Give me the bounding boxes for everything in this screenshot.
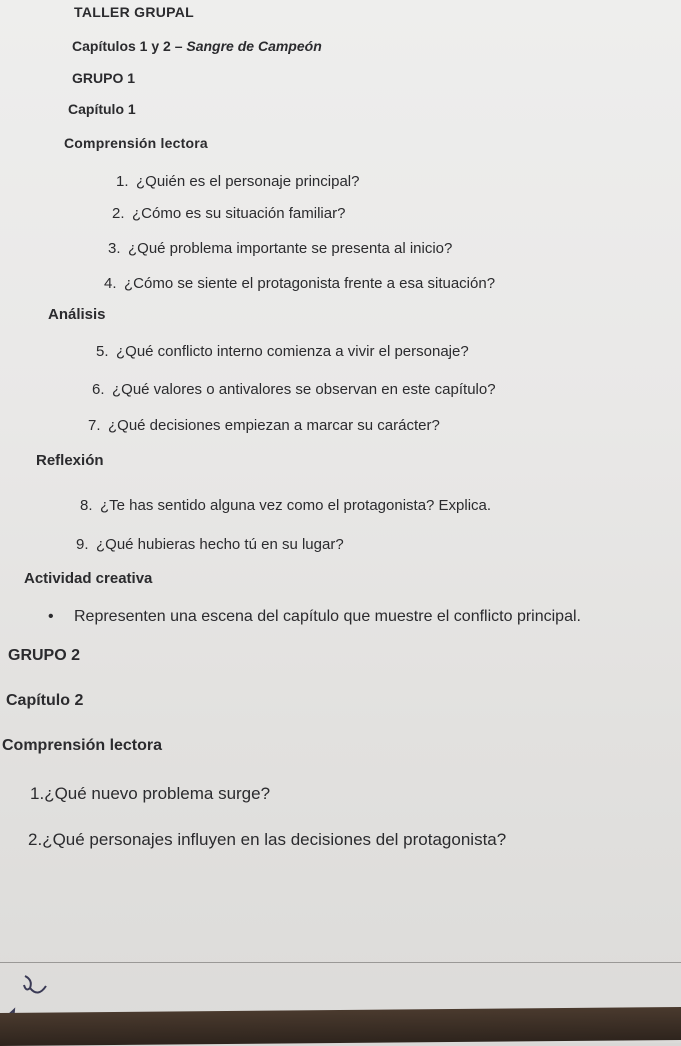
- question-number: 9.: [76, 536, 89, 553]
- chapters-subtitle: [72, 38, 322, 54]
- question-number: 2.: [28, 830, 43, 849]
- question-number: 2.: [112, 205, 125, 222]
- bullet-text: Representen una escena del capítulo que muestre el conflicto principal.: [74, 608, 581, 625]
- question-text: ¿Qué nuevo problema surge?: [44, 784, 271, 803]
- group-2-label: GRUPO 2: [8, 647, 81, 664]
- question-item: [28, 830, 506, 850]
- question-number: 6.: [92, 381, 105, 398]
- chapters-prefix: Capítulos 1 y 2 –: [72, 38, 187, 54]
- reflection-heading: Reflexión: [36, 452, 104, 469]
- worksheet-title: TALLER GRUPAL: [74, 4, 195, 20]
- question-text: ¿Qué hubieras hecho tú en su lugar?: [96, 536, 344, 553]
- group-1-chapter: Capítulo 1: [68, 101, 136, 117]
- question-text: ¿Qué conflicto interno comienza a vivir el personaje?: [116, 343, 469, 360]
- group-2-chapter: Capítulo 2: [6, 692, 84, 709]
- analysis-heading: Análisis: [48, 306, 106, 323]
- desk-edge: [0, 1007, 681, 1046]
- bullet-item: [48, 608, 581, 626]
- question-number: 4.: [104, 275, 117, 292]
- group-2-comprehension-heading: Comprensión lectora: [2, 737, 163, 754]
- question-number: 7.: [88, 417, 101, 434]
- question-item: [88, 417, 440, 434]
- question-item: [112, 205, 345, 222]
- question-item: [80, 497, 491, 514]
- question-text: ¿Quién es el personaje principal?: [136, 173, 360, 190]
- question-number: 8.: [80, 497, 93, 514]
- question-number: 3.: [108, 240, 121, 257]
- question-text: ¿Qué problema importante se presenta al inicio?: [128, 240, 453, 257]
- question-text: ¿Qué valores o antivalores se observan en este capítulo?: [112, 381, 496, 398]
- question-item: [30, 784, 270, 804]
- question-item: [116, 173, 359, 190]
- group-1-label: GRUPO 1: [72, 70, 136, 86]
- question-text: ¿Cómo se siente el protagonista frente a esa situación?: [124, 275, 496, 292]
- question-text: ¿Qué decisiones empiezan a marcar su carácter?: [108, 417, 440, 434]
- book-title: Sangre de Campeón: [186, 38, 322, 54]
- question-item: [108, 240, 452, 257]
- question-number: 1.: [116, 173, 129, 190]
- group-1-comprehension-heading: Comprensión lectora: [64, 135, 208, 151]
- question-item: [76, 536, 344, 553]
- question-item: [104, 275, 495, 292]
- page-fold-line: [0, 962, 681, 963]
- bullet-glyph: •: [48, 608, 54, 625]
- question-item: [92, 381, 496, 398]
- question-text: ¿Qué personajes influyen en las decisiones del protagonista?: [42, 830, 507, 849]
- question-text: ¿Cómo es su situación familiar?: [132, 205, 346, 222]
- question-number: 5.: [96, 343, 109, 360]
- question-item: [96, 343, 469, 360]
- creative-activity-heading: Actividad creativa: [24, 570, 153, 587]
- question-text: ¿Te has sentido alguna vez como el protagonista? Explica.: [100, 497, 492, 514]
- question-number: 1.: [30, 784, 45, 803]
